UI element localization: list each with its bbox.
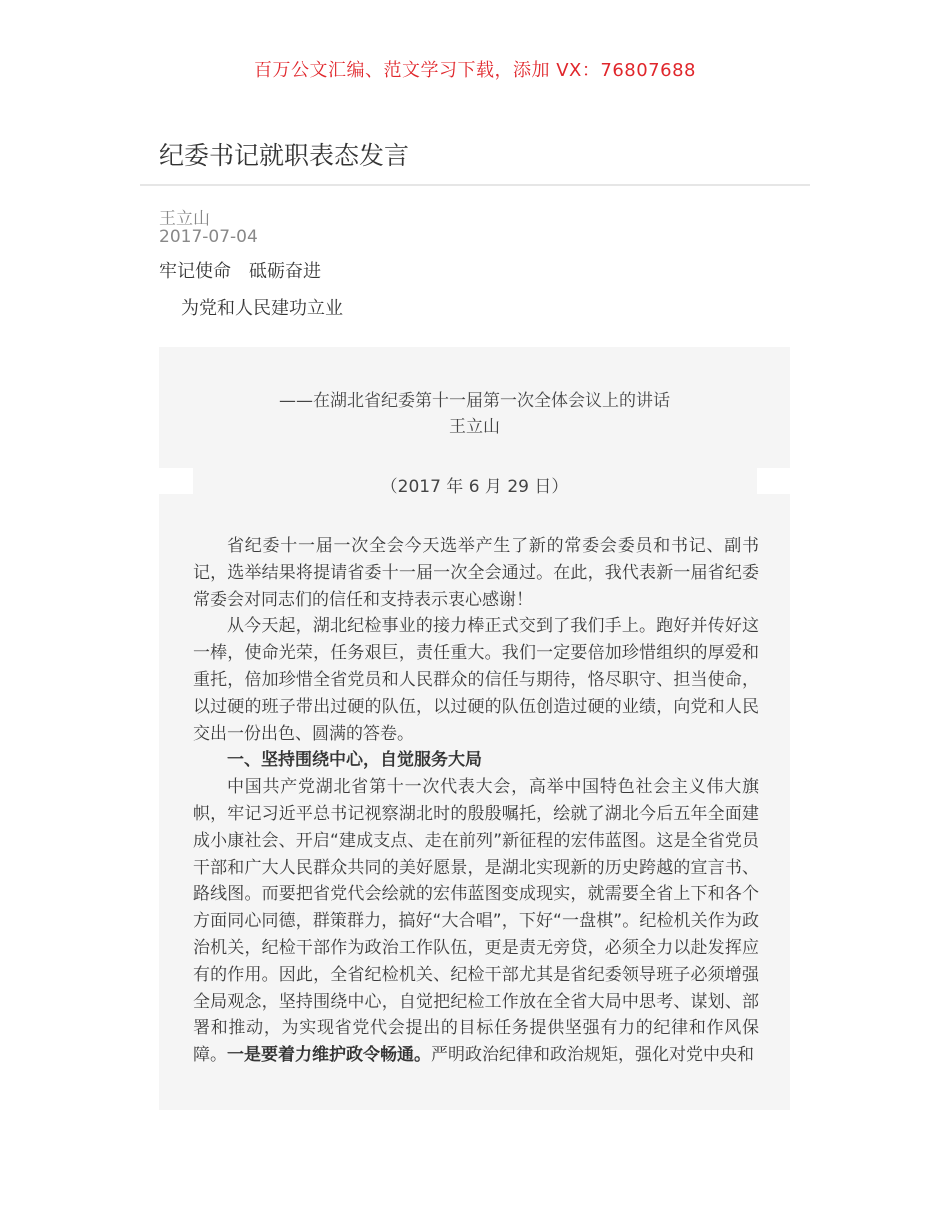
article-subtitle-line2: 为党和人民建功立业 xyxy=(181,298,343,319)
section-heading-1-text: 一、坚持围绕中心，自觉服务大局 xyxy=(227,750,482,771)
paragraph-3-bold: 一是要着力维护政令畅通。 xyxy=(227,1045,431,1066)
article-date: 2017-07-04 xyxy=(159,227,258,247)
title-divider xyxy=(140,184,810,186)
article-author[interactable]: 王立山 xyxy=(159,209,210,229)
article-subtitle-line1: 牢记使命 砥砺奋进 xyxy=(159,261,321,282)
paragraph-2: 从今天起，湖北纪检事业的接力棒正式交到了我们手上。跑好并传好这一棒，使命光荣，任务艰巨，责任重大。我们一定要倍加珍惜组织的厚爱和重托，倍加珍惜全省党员和人民群众的信任与期待，恪尽职守、担当使命，以过硬的班子带出过硬的队伍，以过硬的队伍创造过硬的业绩，向党和人民交出一份出色、圆满的答卷。 xyxy=(193,616,759,744)
section-heading-1 xyxy=(193,747,759,774)
speech-speaker: 王立山 xyxy=(449,417,500,437)
download-banner: 百万公文汇编、范文学习下载，添加 VX：76807688 xyxy=(254,60,696,81)
paragraph-3-text: 中国共产党湖北省第十一次代表大会，高举中国特色社会主义伟大旗帜，牢记习近平总书记视察湖北时的殷殷嘱托，绘就了湖北今后五年全面建成小康社会、开启“建成支点、走在前列”新征程的宏伟蓝图。这是全省党员干部和广大人民群众共同的美好愿景，是湖北实现新的历史跨越的宣言书、路线图。而要把省党代会绘就的宏伟蓝图变成现实，就需要全省上下和各个方面同心同德，群策群力，搞好“大合唱”，下好“一盘棋”。纪检机关作为政治机关，纪检干部作为政治工作队伍，更是责无旁贷，必须全力以赴发挥应有的作用。因此，全省纪检机关、纪检干部尤其是省纪委领导班子必须增强全局观念，坚持围绕中心，自觉把纪检工作放在全省大局中思考、谋划、部署和推动，为实现省党代会提出的目标任务提供坚强有力的纪律和作风保障。 xyxy=(193,777,759,1066)
speech-occasion: ——在湖北省纪委第十一届第一次全体会议上的讲话 xyxy=(279,391,670,411)
paragraph-3 xyxy=(193,774,759,1069)
paragraph-3-tail: 严明政治纪律和政治规矩，强化对党中央和 xyxy=(431,1045,754,1066)
speech-date: （2017 年 6 月 29 日） xyxy=(380,477,569,497)
speech-body xyxy=(193,533,759,1069)
article-title: 纪委书记就职表态发言 xyxy=(159,141,410,170)
paragraph-1: 省纪委十一届一次全会今天选举产生了新的常委会委员和书记、副书记，选举结果将提请省委十一届一次全会通过。在此，我代表新一届省纪委常委会对同志们的信任和支持表示衷心感谢！ xyxy=(193,536,759,610)
